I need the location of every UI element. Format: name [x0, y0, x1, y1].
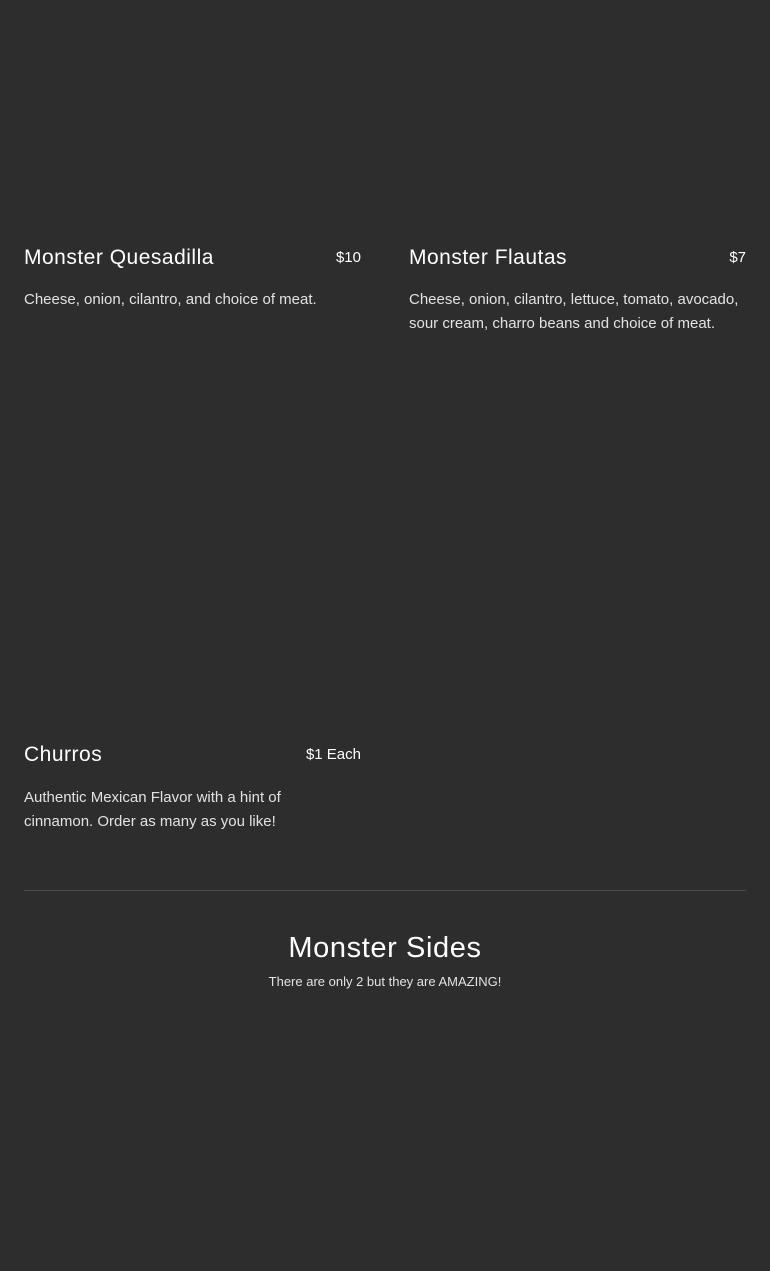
item-header	[24, 244, 361, 274]
menu-item-quesadilla	[24, 0, 361, 340]
item-name: Churros	[24, 743, 103, 766]
item-image	[24, 1040, 746, 1271]
item-price: $10	[335, 249, 361, 266]
item-price: $1 Each	[305, 746, 361, 763]
item-description: Cheese, onion, cilantro, and choice of meat.	[24, 291, 317, 308]
item-description: Cheese, onion, cilantro, lettuce, tomato, avocado, sour cream, charro beans and choice of meat.	[409, 291, 739, 332]
item-header	[24, 741, 361, 771]
item-description: Authentic Mexican Flavor with a hint of cinnamon. Order as many as you like!	[24, 789, 281, 830]
item-price: $7	[729, 249, 746, 266]
item-image	[24, 480, 361, 700]
item-image	[24, 0, 361, 220]
item-name: Monster Flautas	[409, 246, 568, 269]
item-image	[409, 0, 746, 220]
menu-item-flautas	[409, 0, 746, 380]
item-name: Monster Quesadilla	[24, 246, 214, 269]
section-subtitle: There are only 2 but they are AMAZING!	[268, 974, 502, 989]
menu-item-churros	[24, 480, 361, 850]
section-title: Monster Sides	[288, 932, 482, 964]
item-header	[409, 244, 746, 274]
section-divider	[24, 890, 746, 891]
